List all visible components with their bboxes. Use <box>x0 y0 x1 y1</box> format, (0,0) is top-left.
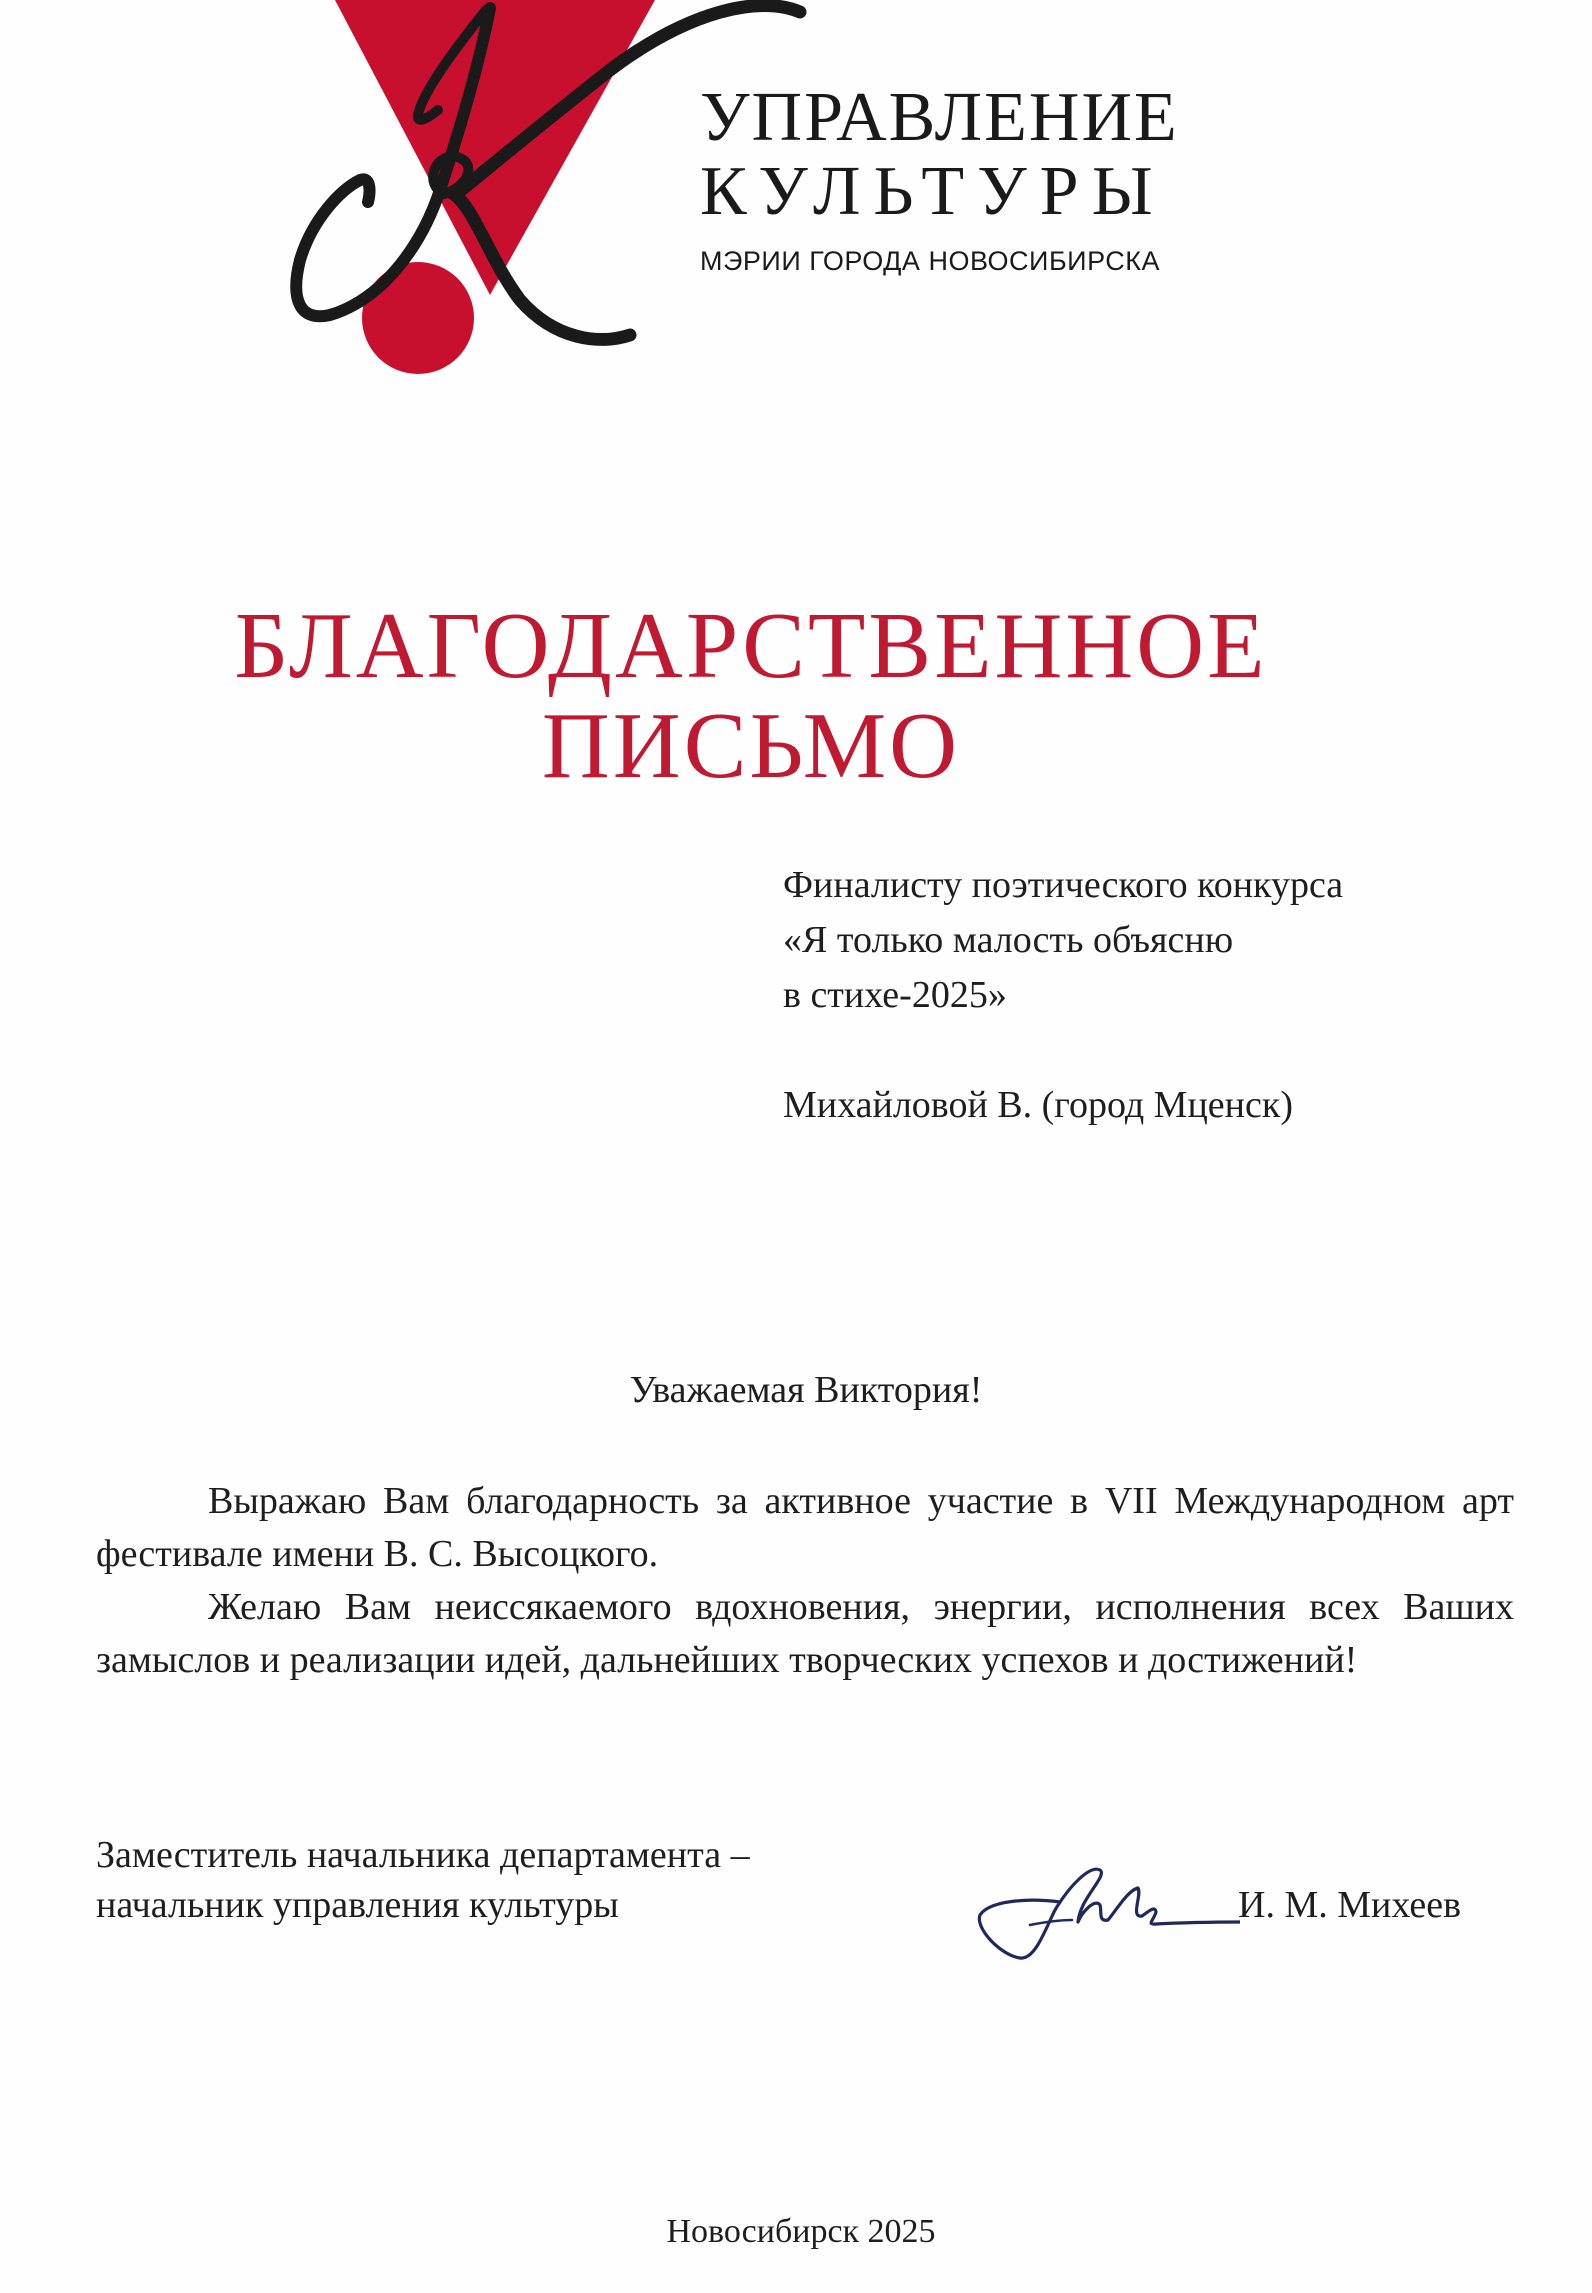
title-line1: БЛАГОДАРСТВЕННОЕ <box>234 594 1268 698</box>
organization-line1: УПРАВЛЕНИЕ <box>700 79 1179 156</box>
addressee-block <box>783 858 1343 1133</box>
organization-line2: КУЛЬТУРЫ <box>700 153 1166 230</box>
title-line2: ПИСЬМО <box>541 694 961 798</box>
place-and-year: Новосибирск 2025 <box>666 2213 936 2250</box>
addressee-line2: «Я только малость объясню <box>783 919 1234 961</box>
greeting: Уважаемая Виктория! <box>629 1369 983 1411</box>
letter-body <box>96 1475 1514 1687</box>
organization-name <box>700 79 1220 276</box>
addressee-line3: в стихе-2025» <box>783 974 1007 1016</box>
signer-position-line1: Заместитель начальника департамента – <box>96 1834 750 1876</box>
body-paragraph: Желаю Вам неиссякаемого вдохновения, энергии, исполнения всех Ваших замыслов и реализации идей, дальнейших творческих успехов и достижений! <box>96 1586 1514 1681</box>
body-paragraph: Выражаю Вам благодарность за активное участие в VII Международном арт фестивале имени В. С. Высоцкого. <box>96 1480 1514 1575</box>
recipient-name: Михайловой В. (город Мценск) <box>783 1084 1293 1126</box>
organization-line3: МЭРИИ ГОРОДА НОВОСИБИРСКА <box>700 246 1161 276</box>
signer-position <box>96 1830 750 1930</box>
handwritten-signature-icon <box>960 1850 1240 1970</box>
addressee-line1: Финалисту поэтического конкурса <box>783 864 1344 906</box>
signer-position-line2: начальник управления культуры <box>96 1884 619 1926</box>
document-title <box>0 592 1592 800</box>
signer-name: И. М. Михеев <box>1238 1884 1462 1926</box>
